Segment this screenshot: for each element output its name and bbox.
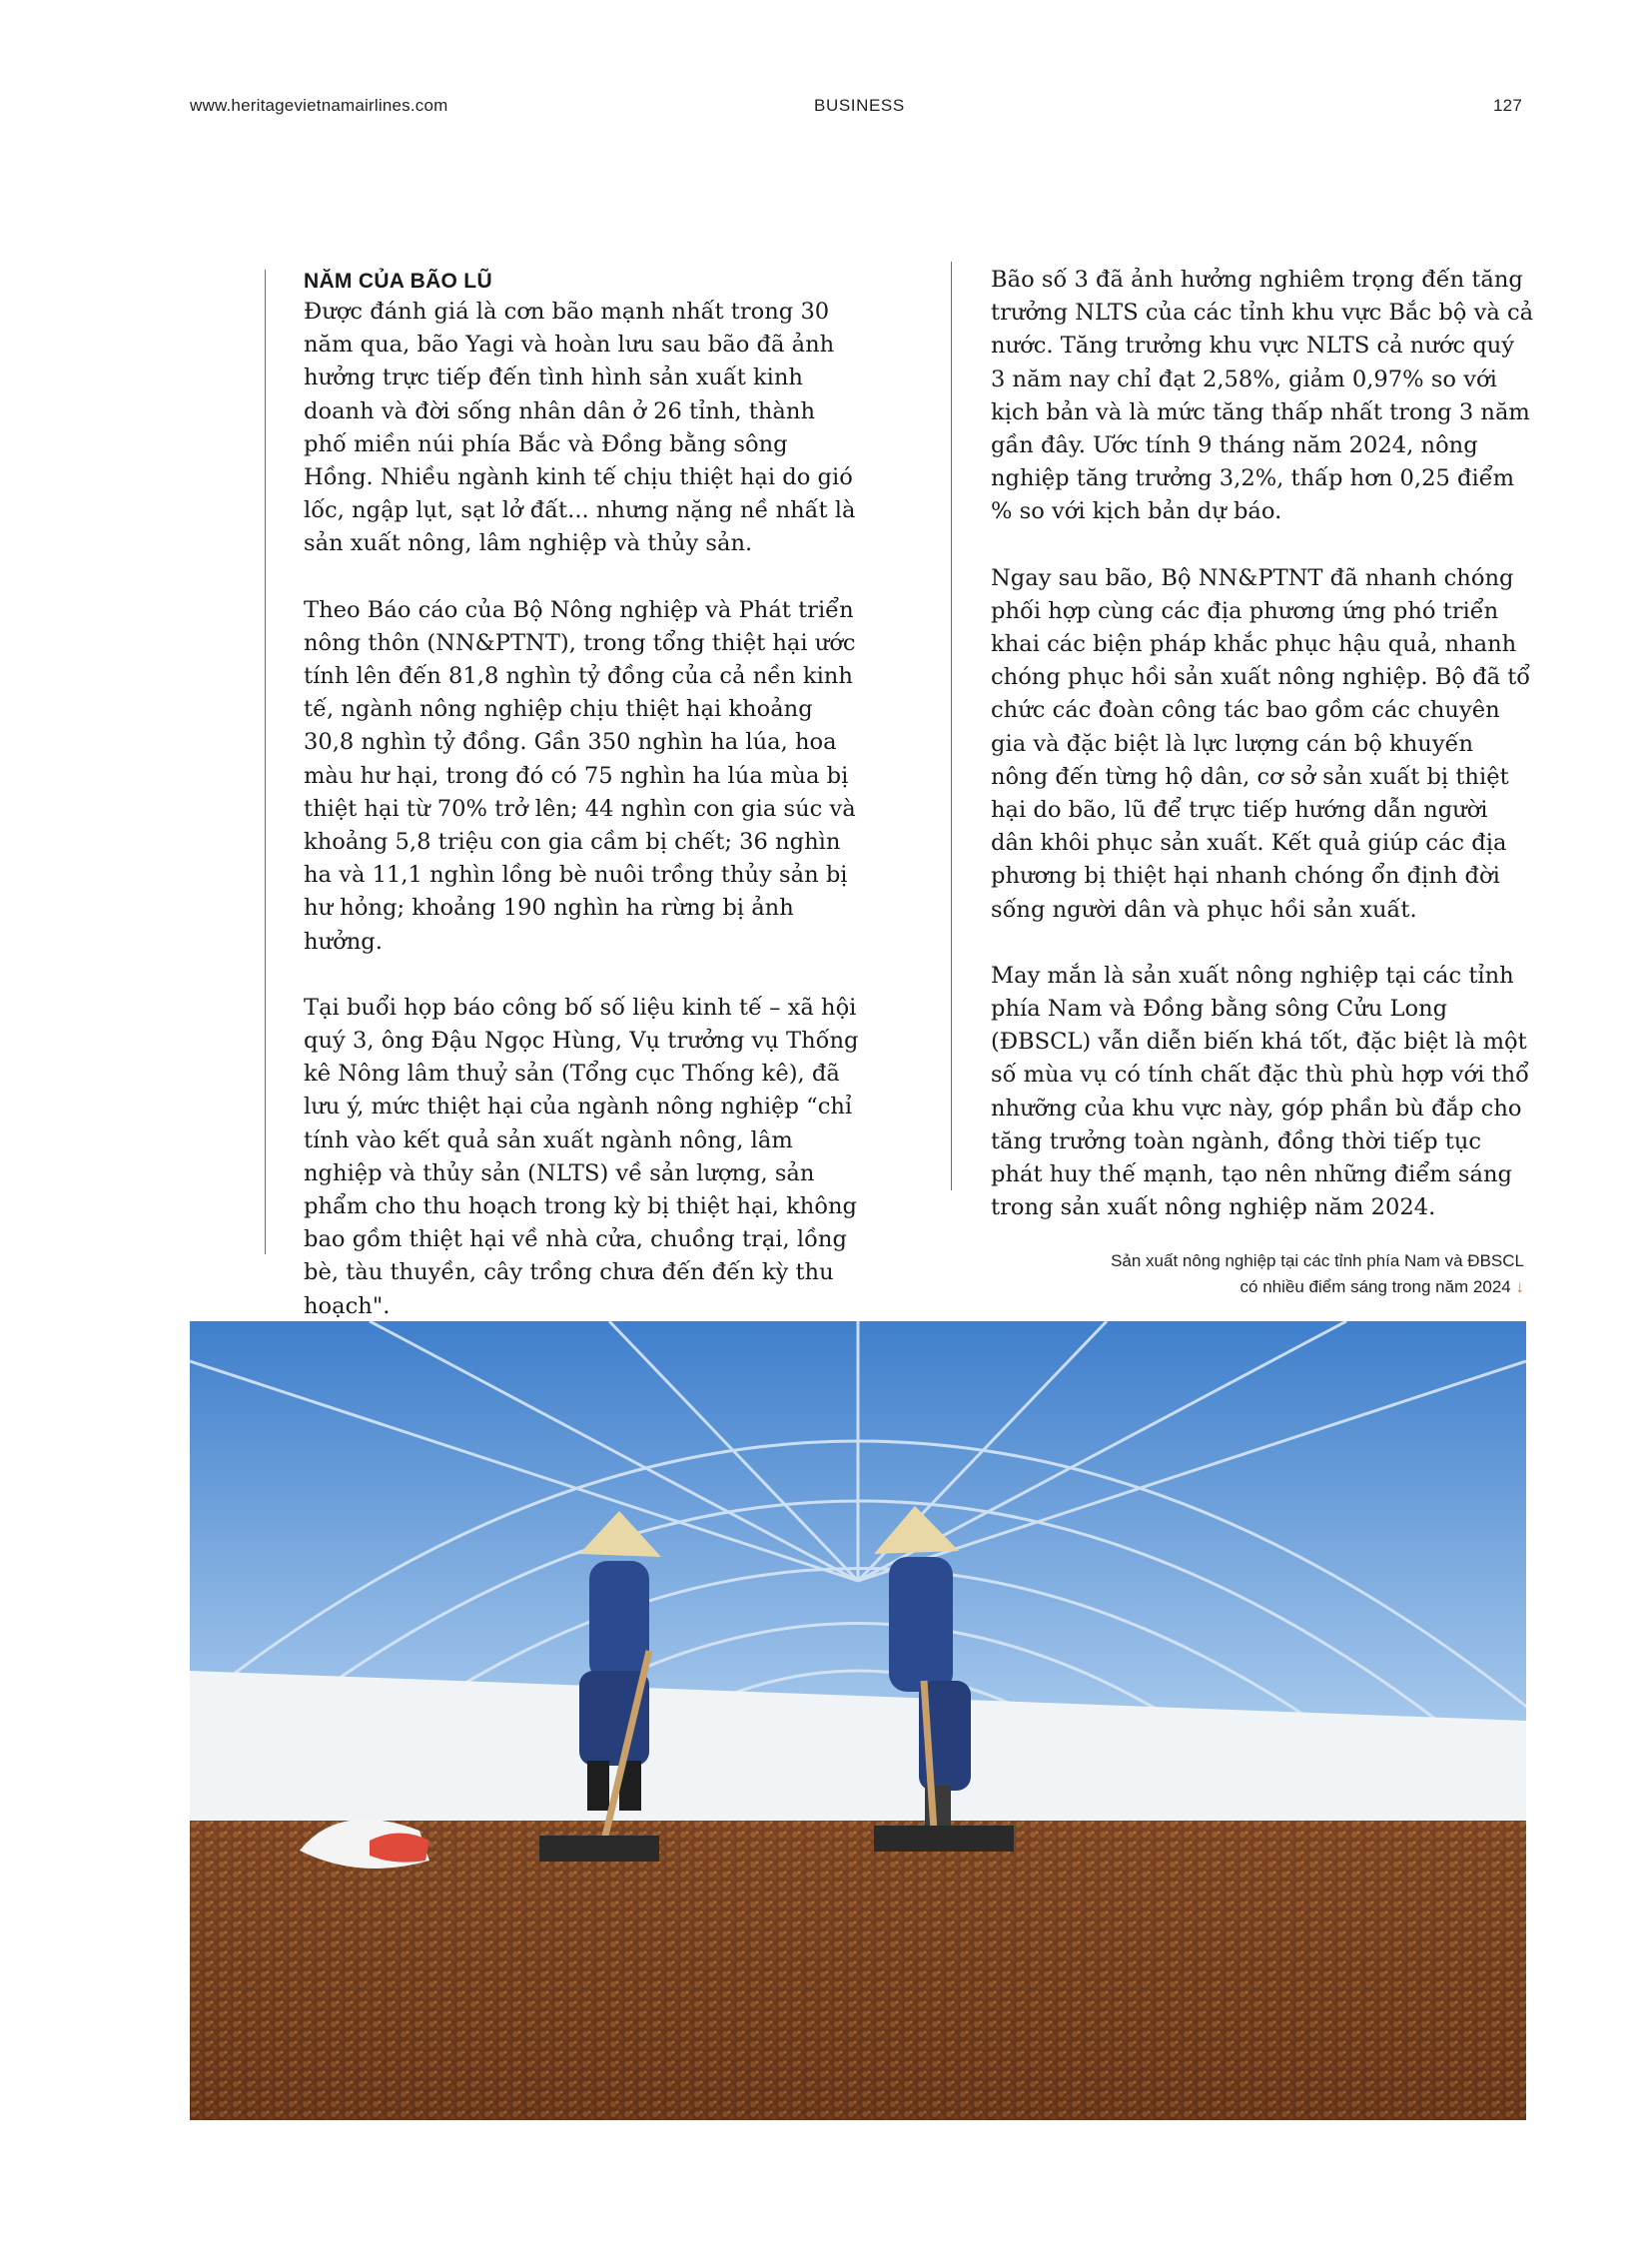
paragraph: Theo Báo cáo của Bộ Nông nghiệp và Phát triển nông thôn (NN&PTNT), trong tổng thiệt hại ước tính lên đến 81,8 nghìn tỷ đồng của cả nền kinh tế, ngành nông nghiệp chịu thiệt hại khoảng 30,8 nghìn tỷ đồng. Gần 350 nghìn ha lúa, hoa màu hư hại, trong đó có 75 nghìn ha lúa mùa bị thiệt hại từ 70% trở lên; 44 nghìn con gia súc và khoảng 5,8 triệu con gia cầm bị chết; 36 nghìn ha và 11,1 nghìn lồng bè nuôi trồng thủy sản bị hư hỏng; khoảng 190 nghìn ha rừng bị ảnh hưởng. [304, 596, 856, 955]
page-number: 127 [1493, 96, 1522, 115]
site-url: www.heritagevietnamairlines.com [190, 96, 448, 115]
left-column [304, 264, 863, 1323]
paragraph: Bão số 3 đã ảnh hưởng nghiêm trọng đến tăng trưởng NLTS của các tỉnh khu vực Bắc bộ và cả nước. Tăng trưởng khu vực NLTS cả nước quý 3 năm nay chỉ đạt 2,58%, giảm 0,97% so với kịch bản và là mức tăng thấp nhất trong 3 năm gần đây. Ước tính 9 tháng năm 2024, nông nghiệp tăng trưởng 3,2%, thấp hơn 0,25 điểm % so với kịch bản dự báo. [991, 267, 1534, 525]
caption-text: có nhiều điểm sáng trong năm 2024 [1239, 1277, 1511, 1296]
section-heading: NĂM CỦA BÃO LŨ [304, 270, 492, 293]
paragraph: Được đánh giá là cơn bão mạnh nhất trong 30 năm qua, bão Yagi và hoàn lưu sau bão đã ảnh hưởng trực tiếp đến tình hình sản xuất kinh doanh và đời sống nhân dân ở 26 tỉnh, thành phố miền núi phía Bắc và Đồng bằng sông Hồng. Nhiều ngành kinh tế chịu thiệt hại do gió lốc, ngập lụt, sạt lở đất... nhưng nặng nề nhất là sản xuất nông, lâm nghiệp và thủy sản. [304, 299, 856, 557]
left-column-rule [265, 270, 266, 1254]
greenhouse-photo [190, 1321, 1526, 2120]
photo-caption [1111, 1248, 1524, 1300]
caption-line-2 [1111, 1274, 1524, 1300]
right-column [991, 264, 1535, 1224]
greenhouse-illustration [190, 1321, 1526, 2120]
paragraph: May mắn là sản xuất nông nghiệp tại các tỉnh phía Nam và Đồng bằng sông Cửu Long (ĐBSCL) vẫn diễn biến khá tốt, đặc biệt là một số mùa vụ có tính chất đặc thù phù hợp với thổ nhưỡng của khu vực này, góp phần bù đắp cho tăng trưởng toàn ngành, đồng thời tiếp tục phát huy thế mạnh, tạo nên những điểm sáng trong sản xuất nông nghiệp năm 2024. [991, 962, 1529, 1221]
section-label: BUSINESS [814, 96, 905, 115]
paragraph: Tại buổi họp báo công bố số liệu kinh tế – xã hội quý 3, ông Đậu Ngọc Hùng, Vụ trưởng vụ Thống kê Nông lâm thuỷ sản (Tổng cục Thống kê), đã lưu ý, mức thiệt hại của ngành nông nghiệp “chỉ tính vào kết quả sản xuất ngành nông, lâm nghiệp và thủy sản (NLTS) về sản lượng, sản phẩm cho thu hoạch trong kỳ bị thiệt hại, không bao gồm thiệt hại về nhà cửa, chuồng trại, lồng bè, tàu thuyền, cây trồng chưa đến đến kỳ thu hoạch". [304, 994, 859, 1319]
middle-column-rule [951, 262, 952, 1190]
paragraph: Ngay sau bão, Bộ NN&PTNT đã nhanh chóng phối hợp cùng các địa phương ứng phó triển khai các biện pháp khắc phục hậu quả, nhanh chóng phục hồi sản xuất nông nghiệp. Bộ đã tổ chức các đoàn công tác bao gồm các chuyên gia và đặc biệt là lực lượng cán bộ khuyến nông đến từng hộ dân, cơ sở sản xuất bị thiệt hại do bão, lũ để trực tiếp hướng dẫn người dân khôi phục sản xuất. Kết quả giúp các địa phương bị thiệt hại nhanh chóng ổn định đời sống người dân và phục hồi sản xuất. [991, 564, 1531, 923]
caption-line: Sản xuất nông nghiệp tại các tỉnh phía Nam và ĐBSCL [1111, 1251, 1524, 1270]
arrow-down-icon: ↓ [1515, 1277, 1524, 1296]
